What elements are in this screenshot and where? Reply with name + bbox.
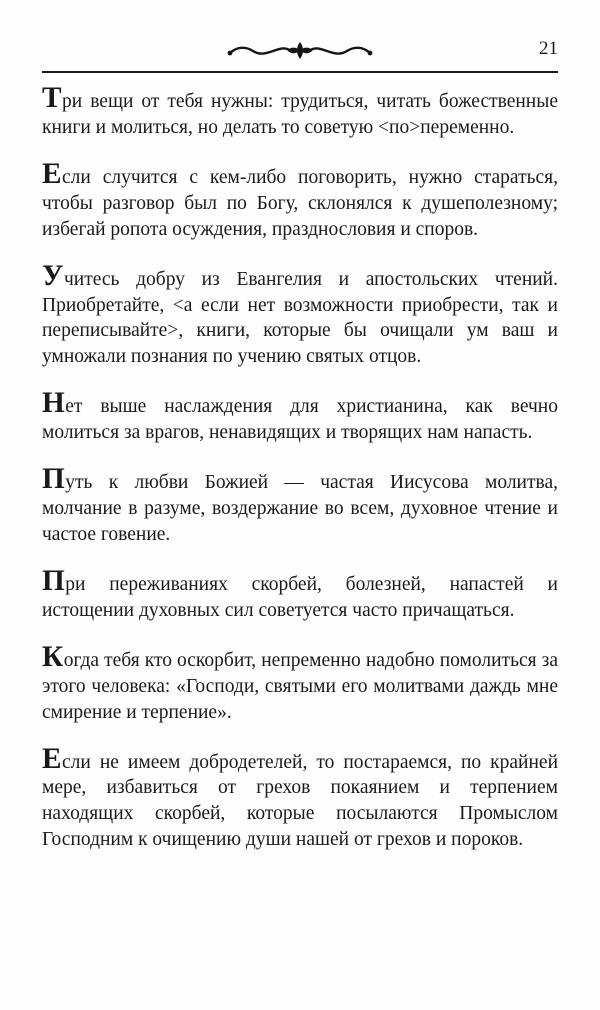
drop-cap: Т: [42, 82, 63, 114]
page-content: [42, 82, 558, 853]
header-divider: [42, 71, 558, 73]
floral-flourish-icon: [225, 40, 375, 67]
paragraph: [42, 742, 558, 854]
drop-cap: П: [42, 463, 66, 496]
paragraph: [42, 157, 558, 243]
drop-cap: Е: [42, 742, 63, 775]
paragraph: [42, 259, 558, 371]
paragraph-text: сли случится с кем-либо поговорить, нужно стараться, чтобы разговор был по Богу, склонялся к душеполезному; избегай ропота осуждения, празднословия и споров.: [42, 166, 558, 240]
paragraph-text: ет выше наслаждения для христианина, как вечно молиться за врагов, ненавидящих и творящих нам напасть.: [42, 396, 558, 444]
drop-cap: П: [42, 564, 66, 597]
paragraph-text: огда тебя кто оскорбит, непременно надобно помолиться за этого человека: «Господи, святыми его молитвами даждь мне смирение и терпение».: [42, 649, 558, 723]
paragraph-text: уть к любви Божией — частая Иисусова молитва, молчание в разуме, воздержание во всем, духовное чтение и частое говение.: [42, 472, 558, 545]
drop-cap: У: [42, 259, 64, 292]
page-header: [42, 38, 558, 64]
paragraph: [42, 387, 558, 446]
paragraph: [42, 564, 558, 624]
page-number: 21: [539, 38, 558, 59]
drop-cap: Н: [42, 387, 66, 420]
paragraph-text: читесь добру из Евангелия и апостольских чтений. Приобретайте, <а если нет возможности приобрести, так и переписывайте>, книги, которые бы очищали ум ваш и умножали познания по учению святых отцов.: [42, 268, 558, 368]
paragraph: [42, 463, 558, 548]
paragraph-text: ри переживаниях скорбей, болезней, напастей и истощении духовных сил советуется часто причащаться.: [42, 573, 558, 621]
paragraph: [42, 640, 558, 726]
drop-cap: К: [42, 640, 64, 673]
paragraph-text: ри вещи от тебя нужны: трудиться, читать божественные книги и молиться, но делать то советую <по>переменно.: [42, 91, 558, 138]
paragraph: [42, 82, 558, 141]
paragraph-text: сли не имеем добродетелей, то постараемся, по крайней мере, избавиться от грехов покаянием и терпением находящих скорбей, которые посылаются Промыслом Господним к очищению души нашей от грехов и пороков.: [42, 751, 558, 851]
drop-cap: Е: [42, 157, 63, 190]
